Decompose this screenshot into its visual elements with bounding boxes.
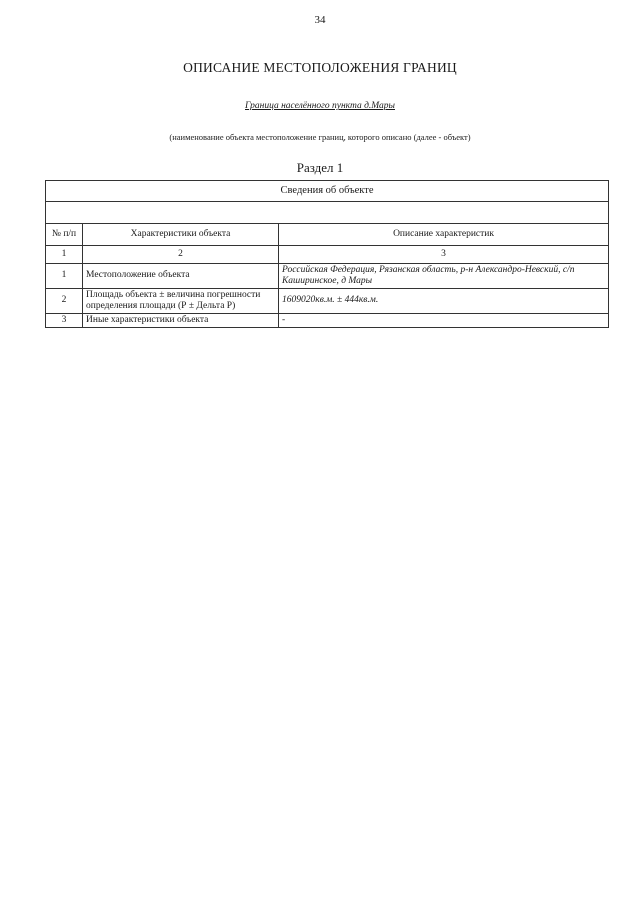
table-row [46,313,609,327]
table-header-row [46,181,609,202]
page-number: 34 [314,14,326,26]
column-header-num: № п/п [46,224,83,246]
row-number: 1 [46,264,83,289]
row-description: 1609020кв.м. ± 444кв.м. [279,288,609,313]
column-header-description: Описание характеристик [279,224,609,246]
table-column-headers [46,224,609,246]
table-empty-row [46,202,609,224]
object-name-text: Граница населённого пункта д.Мары [245,101,395,111]
section-title: Раздел 1 [296,160,344,175]
object-name [0,101,640,111]
document-title: ОПИСАНИЕ МЕСТОПОЛОЖЕНИЯ ГРАНИЦ [183,60,457,75]
column-number-1: 1 [46,246,83,264]
row-characteristic: Иные характеристики объекта [83,313,279,327]
object-name-caption: (наименование объекта местоположение границ, которого описано (далее - объект) [169,132,471,142]
column-number-3: 3 [279,246,609,264]
row-characteristic: Площадь объекта ± величина погрешности определения площади (Р ± Дельта Р) [83,288,279,313]
row-description: - [279,313,609,327]
table-column-numbers [46,246,609,264]
column-number-2: 2 [83,246,279,264]
column-header-characteristic: Характеристики объекта [83,224,279,246]
row-number: 3 [46,313,83,327]
table-empty-cell [46,202,609,224]
table-header: Сведения об объекте [46,181,609,202]
row-characteristic: Местоположение объекта [83,264,279,289]
row-description: Российская Федерация, Рязанская область, р-н Александро-Невский, с/п Каширинское, д Мары [279,264,609,289]
row-number: 2 [46,288,83,313]
table-row [46,288,609,313]
object-info-table [45,180,609,328]
table-row [46,264,609,289]
